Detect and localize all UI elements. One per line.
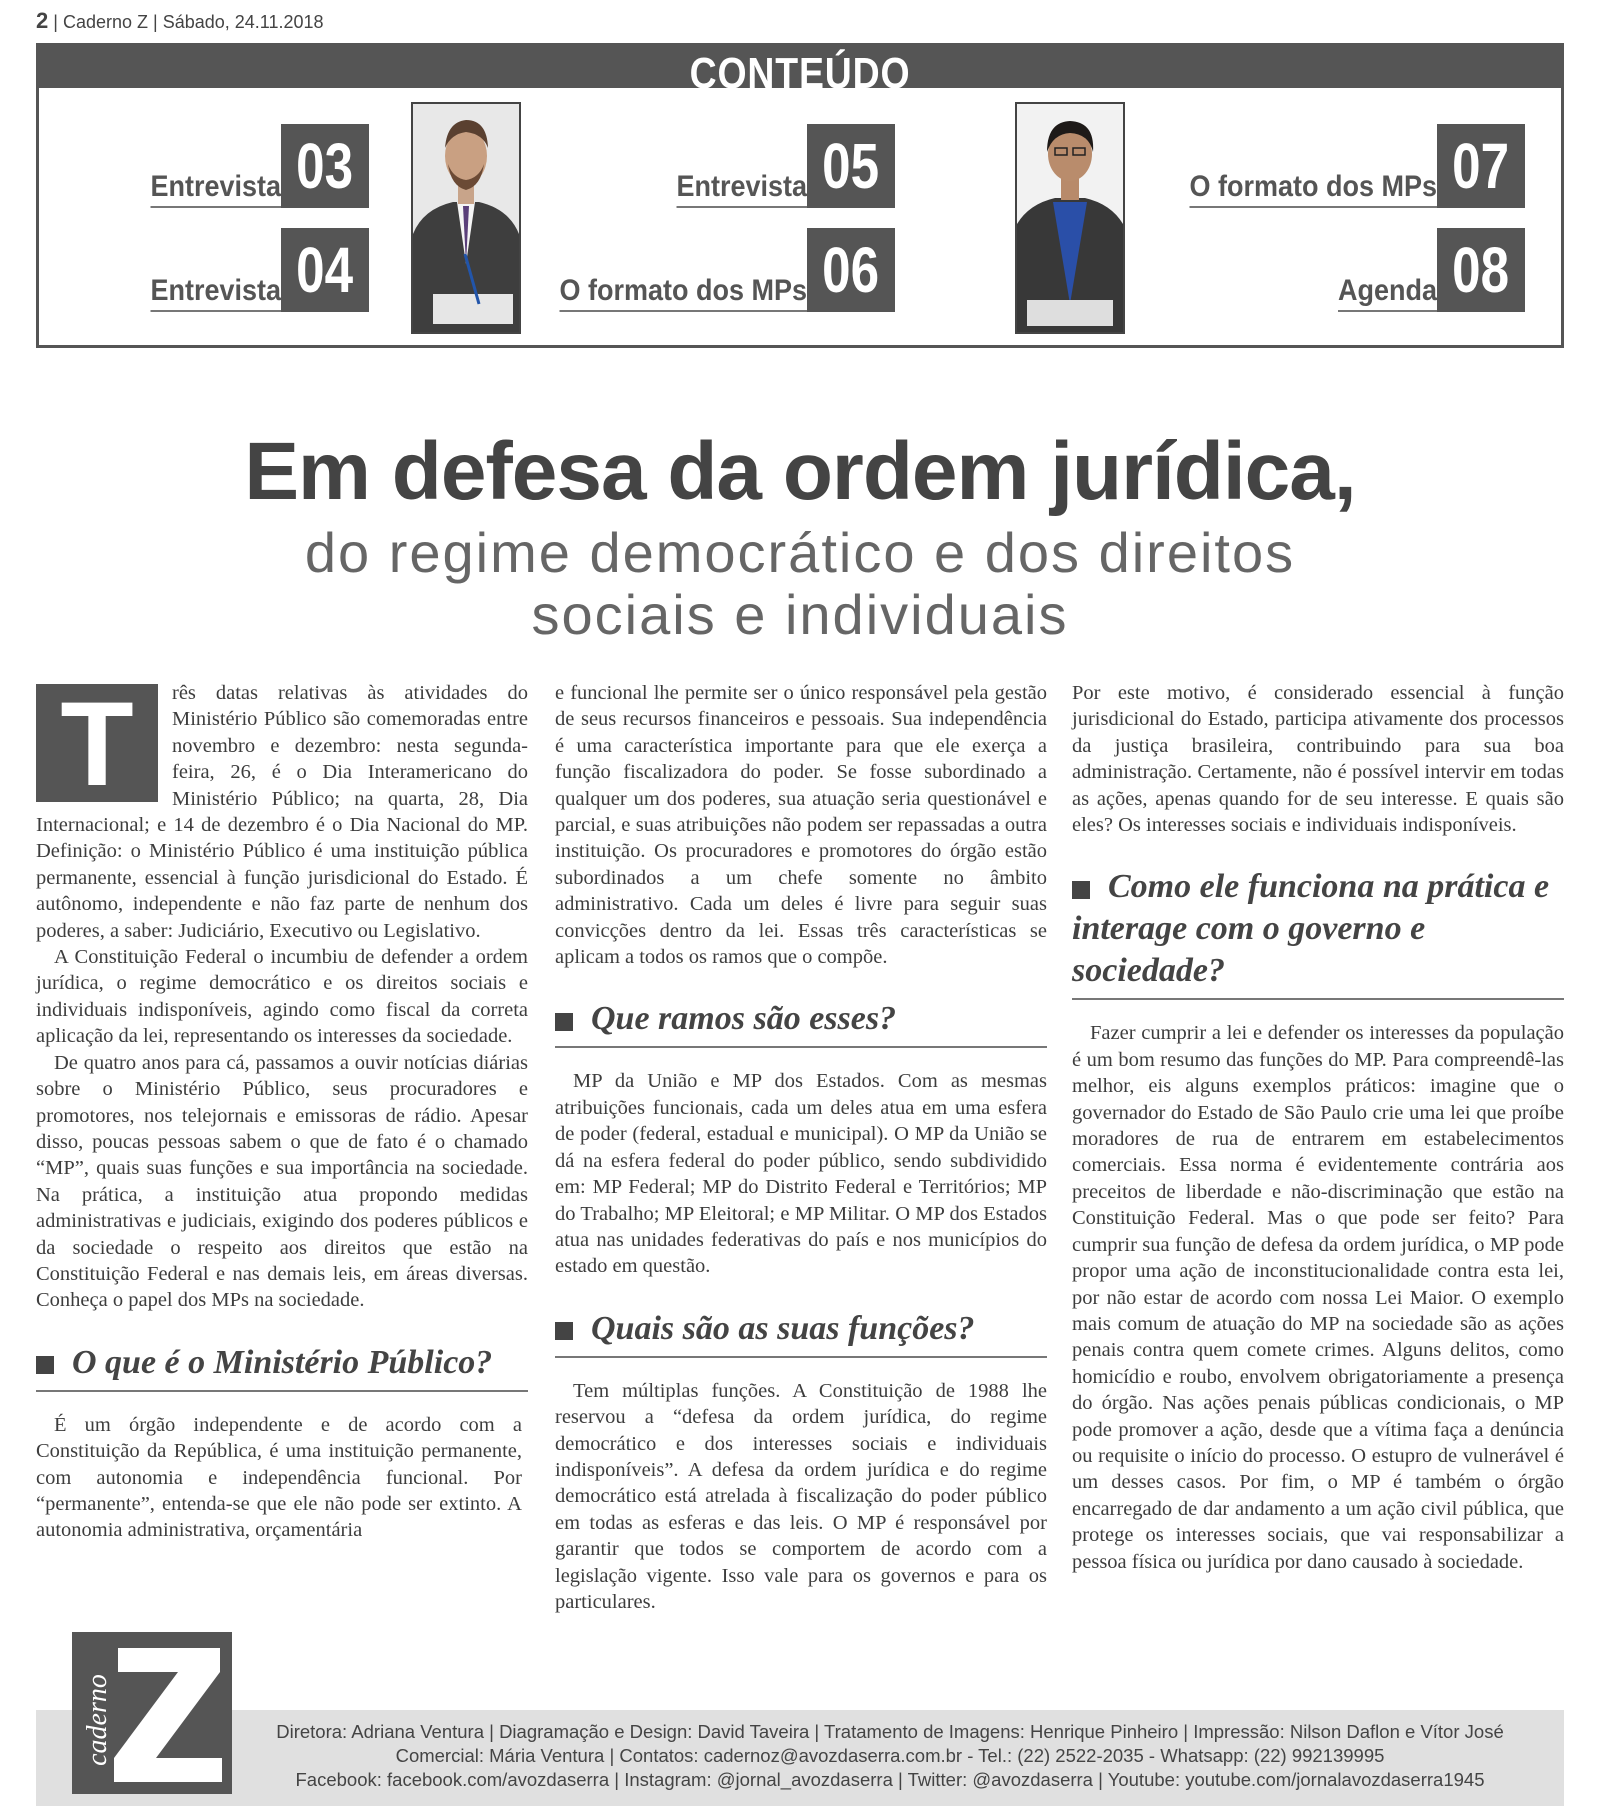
article-headline: Em defesa da ordem jurídica, <box>244 426 1356 517</box>
article-subheadline-line1: do regime democrático e dos direitos <box>304 521 1296 584</box>
credits-text <box>236 1720 1544 1792</box>
square-bullet-icon <box>555 1013 573 1031</box>
toc-label: Entrevista <box>150 274 281 312</box>
paragraph: A Constituição Federal o incumbiu de defender a ordem jurídica, o regime democrático e os direitos sociais e individuais indisponíveis, agindo como fiscal da correta aplicação da lei, representando os interesses da sociedade. <box>36 946 528 1048</box>
credits-footer <box>36 1710 1564 1806</box>
square-bullet-icon <box>1072 881 1090 899</box>
issue-date: | Sábado, 24.11.2018 <box>153 12 324 32</box>
person-photo-icon <box>413 104 519 332</box>
article-subheadline-line2: sociais e individuais <box>531 583 1069 646</box>
caderno-z-logo <box>72 1632 232 1794</box>
paragraph: É um órgão independente e de acordo com a Constituição da República, é uma instituição permanente, com autonomia e independência funcional. Por “permanente”, entenda-se que ele não pode ser extinto. A autonomia administrativa, orçamentária <box>36 1413 522 1542</box>
toc-entry-08[interactable] <box>1039 228 1525 312</box>
section-heading: Que ramos são esses? <box>555 998 1047 1048</box>
credits-line-staff: Diretora: Adriana Ventura | Diagramação e Design: David Taveira | Tratamento de Imagens: Henrique Pinheiro | Impressão: Nilson Daflon e Vítor José <box>276 1721 1504 1742</box>
toc-entry-04[interactable] <box>103 228 369 312</box>
credits-line-social: Facebook: facebook.com/avozdaserra | Instagram: @jornal_avozdaserra | Twitter: @avozdaserra | Youtube: youtube.com/jornalavozdaserra1945 <box>295 1769 1485 1790</box>
toc-entry-07[interactable] <box>1039 124 1525 208</box>
section-name: | Caderno Z <box>53 12 148 32</box>
paragraph: Fazer cumprir a lei e defender os interesses da população é um bom resumo das funções do MP. Para compreendê-las melhor, eis alguns exemplos práticos: imagine que o governador do Estado de São Paulo crie uma lei que proíbe moradores de rua de entrarem em estabelecimentos comerciais. Essa norma é evidentemente contrária aos preceitos de liberdade e não-discriminação que estão na Constituição Federal. Mas o que pode ser feito? Para cumprir sua função de defesa da ordem jurídica, o MP pode propor uma ação de inconstitucionalidade contra esta lei, por não estar de acordo com nossa Lei Maior. O exemplo mais comum de atuação do MP na sociedade são as ações penais contra quem comete crimes. Alguns delitos, como homicídio e roubo, envolvem obrigatoriamente a presença do órgão. Nas ações penais públicas condicionais, o MP pode promover a ação, desde que a vítima faça a denúncia ou requisite o início do processo. O estupro de vulnerável é um desses casos. Por fim, o MP é também o órgão encarregado de dar andamento a um ação civil pública, que protege os interesses sociais, que vai responsabilizar a pessoa física ou jurídica por dano causado à sociedade. <box>1072 1022 1564 1573</box>
toc-page-number: 05 <box>807 124 895 208</box>
credits-line-contacts: Comercial: Mária Ventura | Contatos: cadernoz@avozdaserra.com.br - Tel.: (22) 2522-2035 - Whatsapp: (22) 992139995 <box>395 1745 1385 1766</box>
toc-label: Entrevista <box>676 170 807 208</box>
toc-page-number: 06 <box>807 228 895 312</box>
interviewee-photo-1 <box>411 102 521 334</box>
toc-label: Agenda <box>1338 274 1437 312</box>
toc-label: O formato dos MPs <box>1189 170 1437 208</box>
toc-page-number: 07 <box>1437 124 1525 208</box>
section-heading: O que é o Ministério Público? <box>36 1342 528 1392</box>
toc-entry-03[interactable] <box>103 124 369 208</box>
toc-label: Entrevista <box>150 170 281 208</box>
article-column-1 <box>36 677 528 1544</box>
paragraph: rês datas relativas às atividades do Ministério Público são comemoradas entre novembro e dezembro: nesta segunda-feira, 26, é o Dia Interamericano do Ministério Público; na quarta, 28, Dia Internacional; e 14 de dezembro é o Dia Nacional do MP. Definição: o Ministério Público é uma instituição pública permanente, essencial à função jurisdicional do Estado. É autônomo, independente e não faz parte de nenhum dos poderes, a saber: Judiciário, Executivo ou Legislativo. <box>36 682 528 942</box>
article-column-2 <box>555 680 1047 1615</box>
toc-entry-06[interactable] <box>519 228 895 312</box>
toc-page-number: 08 <box>1437 228 1525 312</box>
paragraph: MP da União e MP dos Estados. Com as mesmas atribuições funcionais, cada um deles atua em uma esfera de poder (federal, estadual e municipal). O MP da União se dá na esfera federal do poder público, sendo subdividido em: MP Federal; MP do Distrito Federal e Territórios; MP do Trabalho; MP Eleitoral; e MP Militar. O MP dos Estados atua nas unidades federativas do país e nos municípios do estado em questão. <box>555 1070 1047 1278</box>
toc-label: O formato dos MPs <box>559 274 807 312</box>
page-header <box>36 8 324 34</box>
paragraph: Tem múltiplas funções. A Constituição de 1988 lhe reservou a “defesa da ordem jurídica, do regime democrático e dos interesses sociais e individuais indisponíveis”. A defesa da ordem jurídica e do regime democrático está atrelada à fiscalização do poder público em todas as esferas e das leis. O MP é responsável por garantir que todos se comportem de acordo com a legislação vigente. Isso vale para os governos e para os particulares. <box>555 1379 1047 1613</box>
toc-page-number: 03 <box>281 124 369 208</box>
toc-entry-05[interactable] <box>519 124 895 208</box>
contents-title: CONTEÚDO <box>689 49 911 98</box>
drop-cap: T <box>36 684 158 802</box>
paragraph: e funcional lhe permite ser o único responsável pela gestão de seus recursos financeiros e pessoais. Sua independência é uma característica importante para que ele exerça a função fiscalizadora do poder. Se fosse subordinado a qualquer um dos poderes, sua atuação seria questionável e parcial, e suas atribuições não podem ser repassadas a outra instituição. Os procuradores e promotores do órgão estão subordinados a um chefe somente no âmbito administrativo. Cada um deles é livre para seguir suas convicções dentro da lei. Essas três características se aplicam a todos os ramos que o compõe. <box>555 682 1047 969</box>
svg-text:caderno: caderno <box>82 1674 113 1766</box>
section-heading: Quais são as suas funções? <box>555 1308 1047 1358</box>
caderno-z-logo-icon <box>72 1632 232 1794</box>
square-bullet-icon <box>555 1322 573 1340</box>
paragraph: De quatro anos para cá, passamos a ouvir notícias diárias sobre o Ministério Público, seus procuradores e promotores, nos telejornais e emissoras de rádio. Apesar disso, poucas pessoas sabem o que de fato é o chamado “MP”, quais suas funções e sua importância na sociedade. Na prática, a instituição atua propondo medidas administrativas e judiciais, exigindo dos poderes públicos e da sociedade o respeito aos direitos que estão na Constituição Federal e nas demais leis, em áreas diversas. Conheça o papel dos MPs na sociedade. <box>36 1051 528 1312</box>
section-heading: Como ele funciona na prática e interage com o governo e sociedade? <box>1072 866 1564 1000</box>
contents-box <box>36 43 1564 348</box>
toc-page-number: 04 <box>281 228 369 312</box>
square-bullet-icon <box>36 1356 54 1374</box>
paragraph: Por este motivo, é considerado essencial à função jurisdicional do Estado, participa ativamente dos processos da justiça brasileira, contribuindo para sua boa administração. Certamente, não é possível intervir em todas as ações, apenas quando for de seu interesse. E quais são eles? Os interesses sociais e individuais indisponíveis. <box>1072 682 1564 837</box>
page-number: 2 <box>36 8 49 33</box>
article-column-3 <box>1072 680 1564 1575</box>
